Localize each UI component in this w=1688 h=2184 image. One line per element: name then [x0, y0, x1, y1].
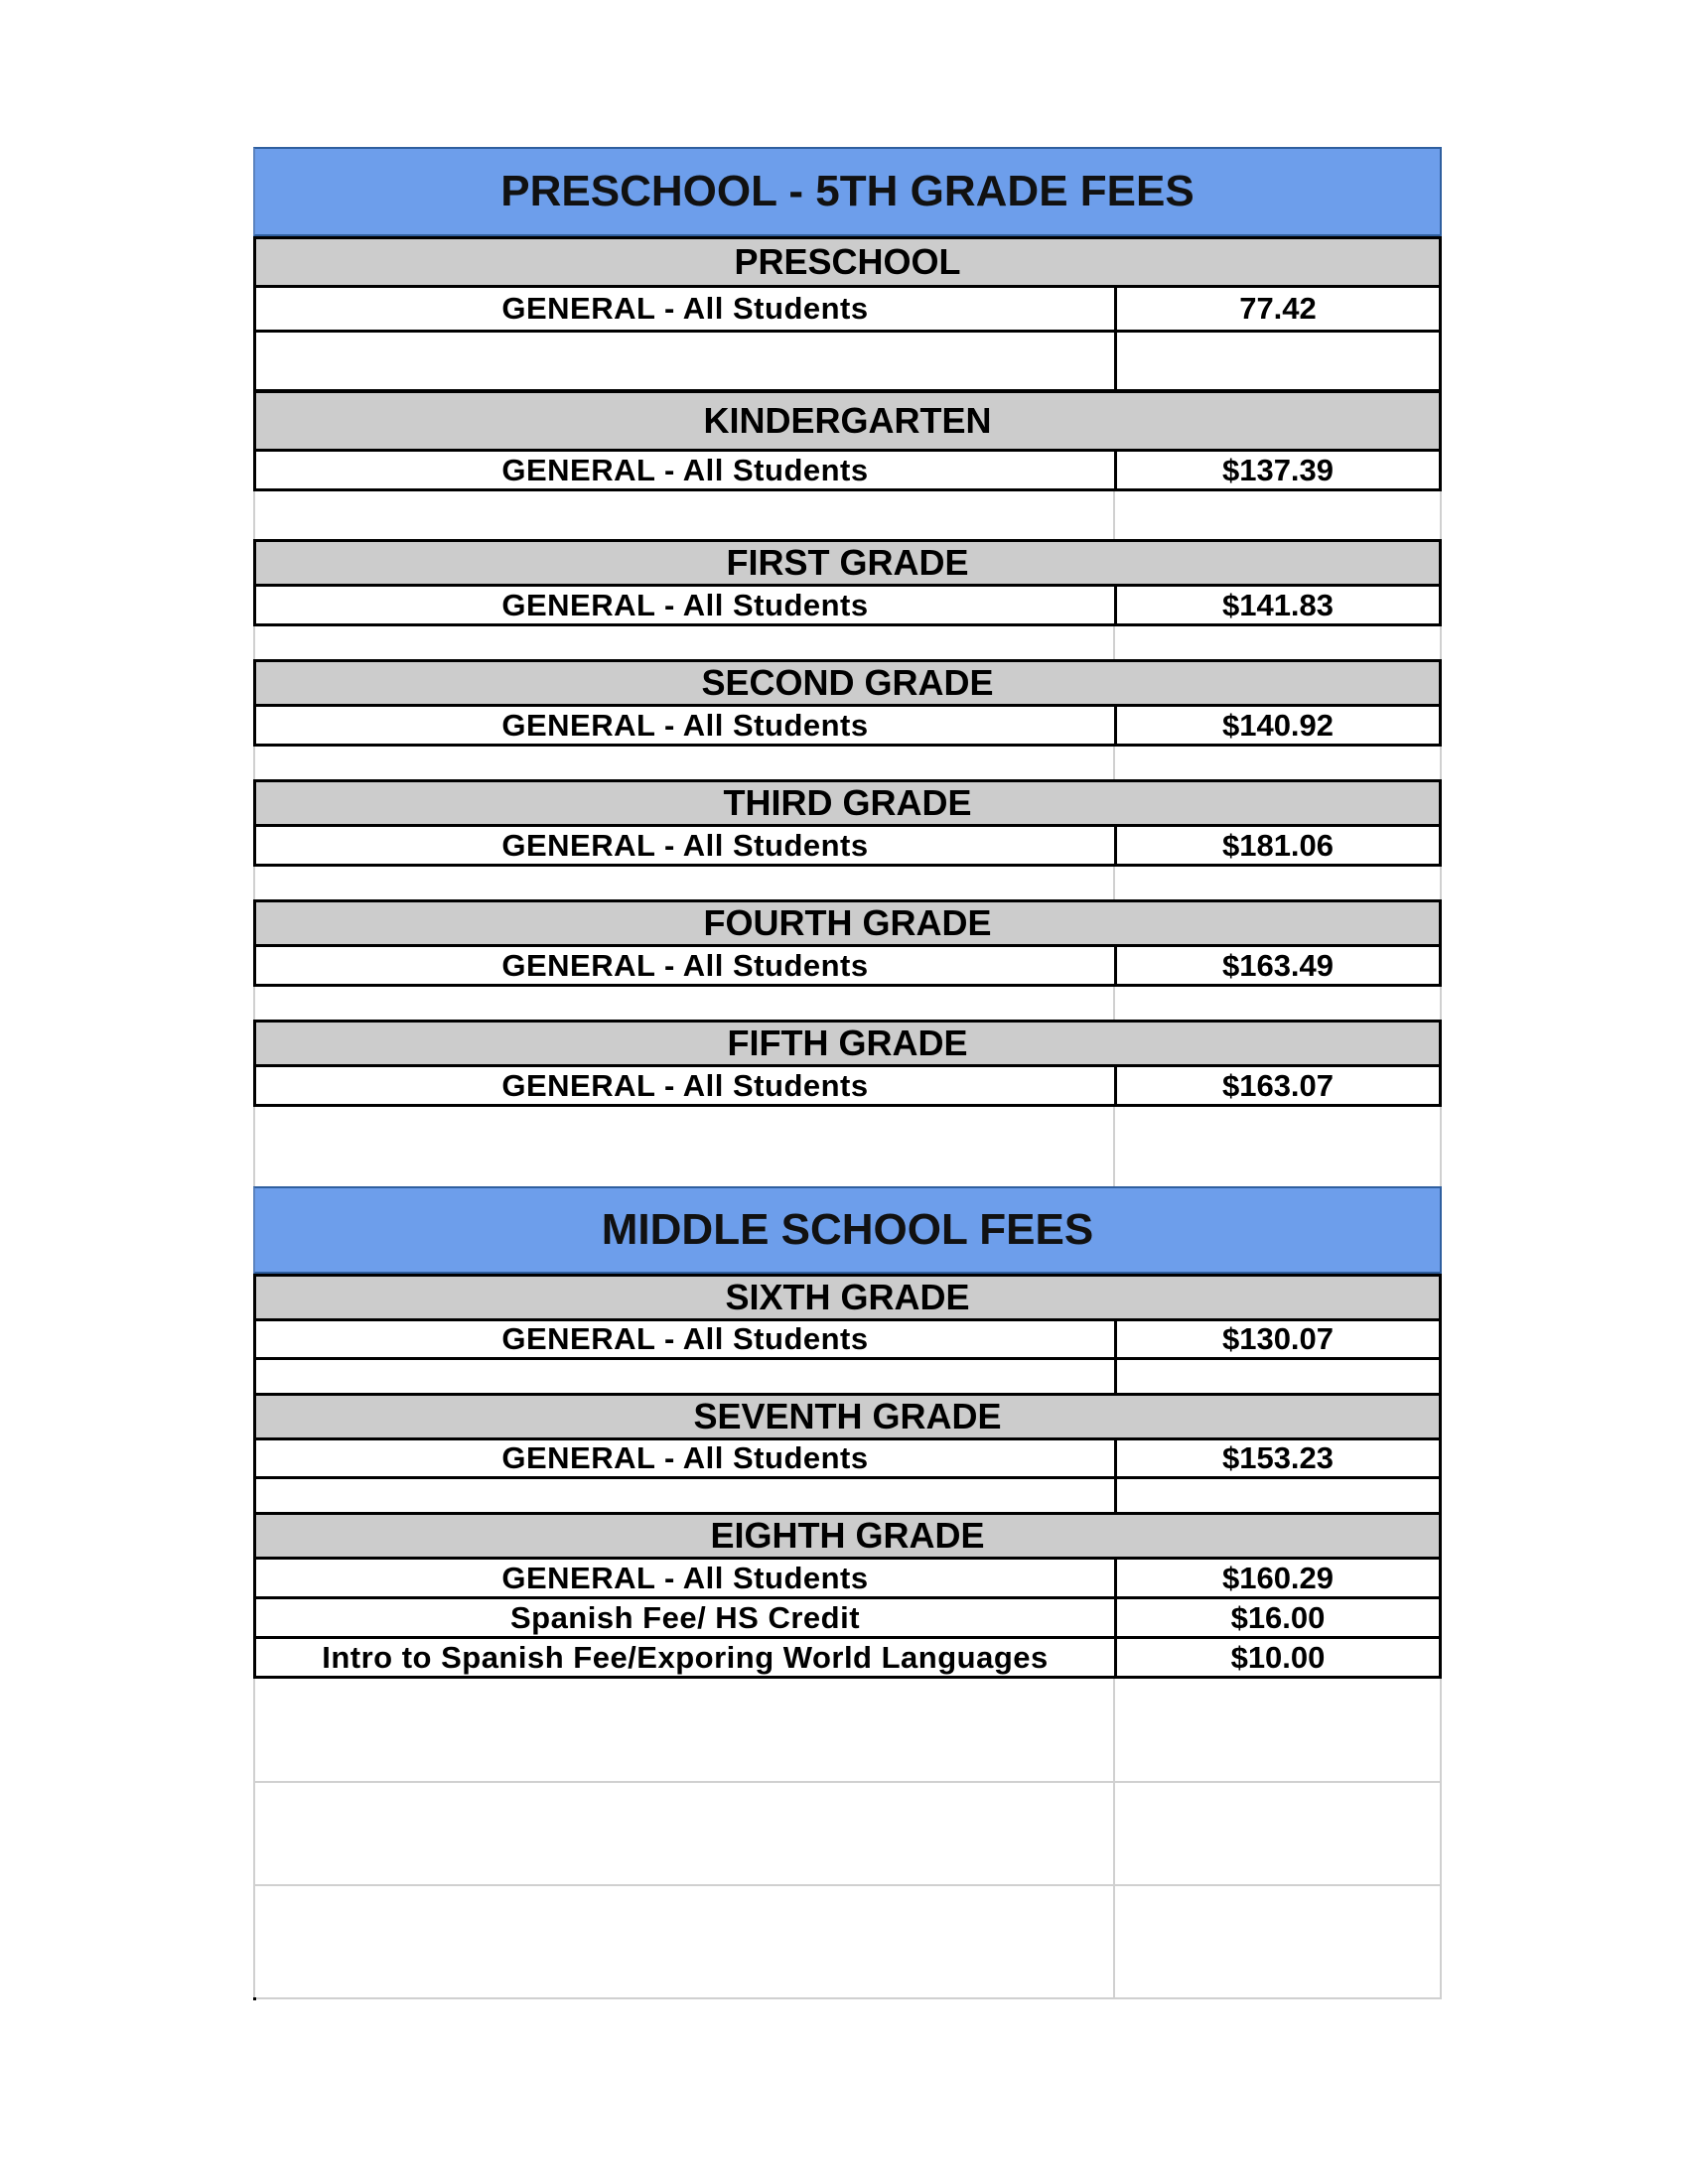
fee-item-label: Spanish Fee/ HS Credit: [256, 1599, 1117, 1636]
fee-item-label: GENERAL - All Students: [256, 1440, 1117, 1476]
blank-row: [253, 987, 1442, 1022]
seventh-grade-header: SEVENTH GRADE: [253, 1393, 1442, 1440]
blank-row: [253, 867, 1442, 901]
fee-amount: 77.42: [1239, 291, 1317, 326]
fee-amount: $130.07: [1221, 1321, 1335, 1356]
fourth-grade-header: FOURTH GRADE: [253, 899, 1442, 947]
blank-row: [253, 1479, 1442, 1515]
third-grade-header: THIRD GRADE: [253, 779, 1442, 827]
second-grade-header: SECOND GRADE: [253, 659, 1442, 707]
eighth-grade-general-row: [253, 1560, 1442, 1599]
middle-school-fees-title: MIDDLE SCHOOL FEES: [253, 1186, 1442, 1274]
stray-mark: [253, 1997, 256, 2000]
blank-row: [253, 626, 1442, 661]
fee-amount: $181.06: [1221, 827, 1335, 863]
fee-amount: $141.83: [1221, 587, 1335, 622]
fee-amount: $137.39: [1221, 452, 1335, 487]
kindergarten-general-row: [253, 452, 1442, 491]
fee-item-label: GENERAL - All Students: [256, 827, 1117, 864]
blank-row: [253, 1107, 1442, 1188]
fee-amount: $140.92: [1221, 707, 1335, 743]
first-grade-header: FIRST GRADE: [253, 539, 1442, 587]
sixth-grade-general-row: [253, 1321, 1442, 1360]
blank-row: [253, 1360, 1442, 1396]
blank-row: [253, 491, 1442, 541]
blank-row: [253, 747, 1442, 781]
fourth-grade-general-row: [253, 947, 1442, 987]
fee-amount: $10.00: [1230, 1639, 1326, 1675]
elementary-fees-title: PRESCHOOL - 5TH GRADE FEES: [253, 147, 1442, 236]
fee-amount: $160.29: [1221, 1560, 1335, 1595]
fifth-grade-general-row: [253, 1067, 1442, 1107]
fifth-grade-header: FIFTH GRADE: [253, 1020, 1442, 1067]
fee-item-label: GENERAL - All Students: [256, 1560, 1117, 1596]
fee-item-label: Intro to Spanish Fee/Exporing World Languages: [256, 1639, 1117, 1676]
fee-item-label: GENERAL - All Students: [256, 707, 1117, 744]
fee-item-label: GENERAL - All Students: [256, 288, 1117, 330]
fee-item-label: GENERAL - All Students: [256, 947, 1117, 984]
fee-amount: $153.23: [1221, 1440, 1335, 1475]
fee-item-label: GENERAL - All Students: [256, 587, 1117, 623]
fee-amount: $16.00: [1230, 1599, 1326, 1635]
preschool-header: PRESCHOOL: [253, 236, 1442, 288]
fee-amount: $163.07: [1221, 1067, 1335, 1103]
blank-row: [253, 333, 1442, 392]
kindergarten-header: KINDERGARTEN: [253, 390, 1442, 452]
fee-amount: $163.49: [1221, 947, 1335, 983]
second-grade-general-row: [253, 707, 1442, 747]
eighth-grade-header: EIGHTH GRADE: [253, 1512, 1442, 1560]
first-grade-general-row: [253, 587, 1442, 626]
fee-item-label: GENERAL - All Students: [256, 452, 1117, 488]
eighth-grade-intro-spanish-row: [253, 1639, 1442, 1679]
preschool-general-row: [253, 288, 1442, 333]
sixth-grade-header: SIXTH GRADE: [253, 1274, 1442, 1321]
fee-item-label: GENERAL - All Students: [256, 1321, 1117, 1357]
eighth-grade-spanish-row: [253, 1599, 1442, 1639]
third-grade-general-row: [253, 827, 1442, 867]
seventh-grade-general-row: [253, 1440, 1442, 1479]
fee-item-label: GENERAL - All Students: [256, 1067, 1117, 1104]
empty-grid: [253, 1679, 1442, 1999]
